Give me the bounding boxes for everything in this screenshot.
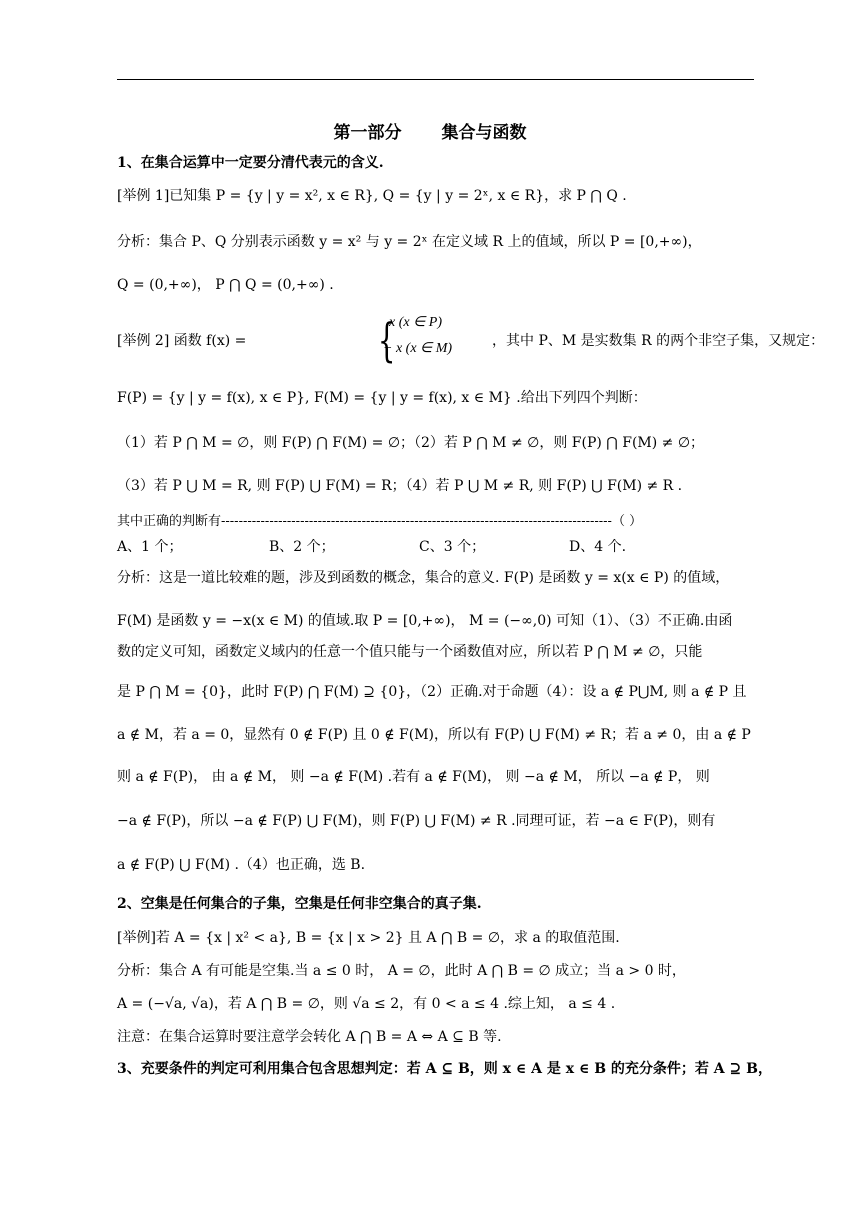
section-1-heading: 1、在集合运算中一定要分清代表元的含义. [117, 155, 384, 171]
section-3-heading: 3、充要条件的判定可利用集合包含思想判定：若 A ⊆ B，则 x ∈ A 是 x ∈ B 的充分条件；若 A ⊇ B， [117, 1061, 772, 1077]
title-topic: 集合与函数 [441, 123, 527, 143]
option-c: C、3 个； [419, 539, 486, 555]
page-title [0, 118, 860, 143]
analysis-2-line-1: 分析：这是一道比较难的题，涉及到函数的概念，集合的意义. F(P) 是函数 y = x(x ∈ P) 的值域， [117, 570, 730, 586]
example-2-tail: ，其中 P、M 是实数集 R 的两个非空子集，又规定： [492, 333, 825, 349]
title-part: 第一部分 [333, 123, 402, 143]
analysis-2-line-2: F(M) 是函数 y = −x(x ∈ M) 的值域.取 P = [0,+∞)， M = (−∞,0) 可知（1）、（3）不正确.由函 [117, 613, 733, 629]
example-2-piecewise [117, 310, 825, 370]
judgments-1-2: （1）若 P ⋂ M = ∅，则 F(P) ⋂ F(M) = ∅；（2）若 P ⋂ M ≠ ∅，则 F(P) ⋂ F(M) ≠ ∅； [117, 435, 705, 451]
analysis-1-line-1: 分析：集合 P、Q 分别表示函数 y = x² 与 y = 2ˣ 在定义域 R 上的值域，所以 P = [0,+∞)， [117, 234, 702, 250]
header-rule [117, 79, 754, 80]
option-b: B、2 个； [269, 539, 335, 555]
analysis-2-line-7: −a ∉ F(P)，所以 −a ∉ F(P) ⋃ F(M)，则 F(P) ⋃ F(M) ≠ R .同理可证，若 −a ∈ F(P)，则有 [117, 813, 716, 829]
analysis-3-line-1: 分析：集合 A 有可能是空集.当 a ≤ 0 时， A = ∅，此时 A ⋂ B = ∅ 成立；当 a > 0 时， [117, 963, 686, 979]
example-3: [举例]若 A = {x | x² < a}, B = {x | x > 2} 且 A ⋂ B = ∅，求 a 的取值范围. [117, 930, 620, 946]
example-2-definitions: F(P) = {y | y = f(x), x ∈ P}, F(M) = {y | y = f(x), x ∈ M} .给出下列四个判断： [117, 390, 647, 406]
analysis-3-line-2: A = (−√a, √a)，若 A ⋂ B = ∅，则 √a ≤ 2，有 0 < a ≤ 4 .综上知， a ≤ 4 . [117, 996, 616, 1012]
piecewise-case-1: x (x ∈ P) [389, 315, 442, 330]
section-2-heading: 2、空集是任何集合的子集，空集是任何非空集合的真子集. [117, 896, 482, 912]
option-d: D、4 个. [569, 539, 627, 555]
note: 注意：在集合运算时要注意学会转化 A ⋂ B = A ⇔ A ⊆ B 等. [117, 1029, 502, 1045]
analysis-2-line-8: a ∉ F(P) ⋃ F(M) .（4）也正确，选 B. [117, 857, 366, 873]
example-1: [举例 1]已知集 P = {y | y = x², x ∈ R}, Q = {y | y = 2ˣ, x ∈ R}，求 P ⋂ Q . [117, 188, 627, 204]
option-a: A、1 个； [117, 539, 183, 555]
analysis-2-line-3: 数的定义可知，函数定义域内的任意一个值只能与一个函数值对应，所以若 P ⋂ M ≠ ∅，只能 [117, 644, 703, 660]
judgments-3-4: （3）若 P ⋃ M = R, 则 F(P) ⋃ F(M) = R；（4）若 P ⋃ M ≠ R, 则 F(P) ⋃ F(M) ≠ R . [117, 478, 683, 494]
analysis-2-line-5: a ∉ M，若 a = 0，显然有 0 ∉ F(P) 且 0 ∉ F(M)，所以有 F(P) ⋃ F(M) ≠ R；若 a ≠ 0，由 a ∉ P [117, 727, 751, 743]
piecewise-case-2: − x (x ∈ M) [383, 341, 453, 356]
example-2-label: [举例 2] 函数 f(x) = [117, 333, 247, 349]
question-prompt: 其中正确的判断有-----------------------------------------------------------------------------------------（ ） [117, 514, 643, 529]
analysis-2-line-6: 则 a ∉ F(P)， 由 a ∉ M， 则 −a ∉ F(M) .若有 a ∉ F(M)， 则 −a ∉ M， 所以 −a ∉ P， 则 [117, 769, 710, 785]
answer-options [117, 536, 757, 556]
analysis-1-line-2: Q = (0,+∞)， P ⋂ Q = (0,+∞) . [117, 277, 334, 293]
left-brace: { [377, 313, 396, 367]
analysis-2-line-4: 是 P ⋂ M = {0}，此时 F(P) ⋂ F(M) ⊇ {0}，（2）正确.对于命题（4）：设 a ∉ P⋃M, 则 a ∉ P 且 [117, 684, 747, 700]
